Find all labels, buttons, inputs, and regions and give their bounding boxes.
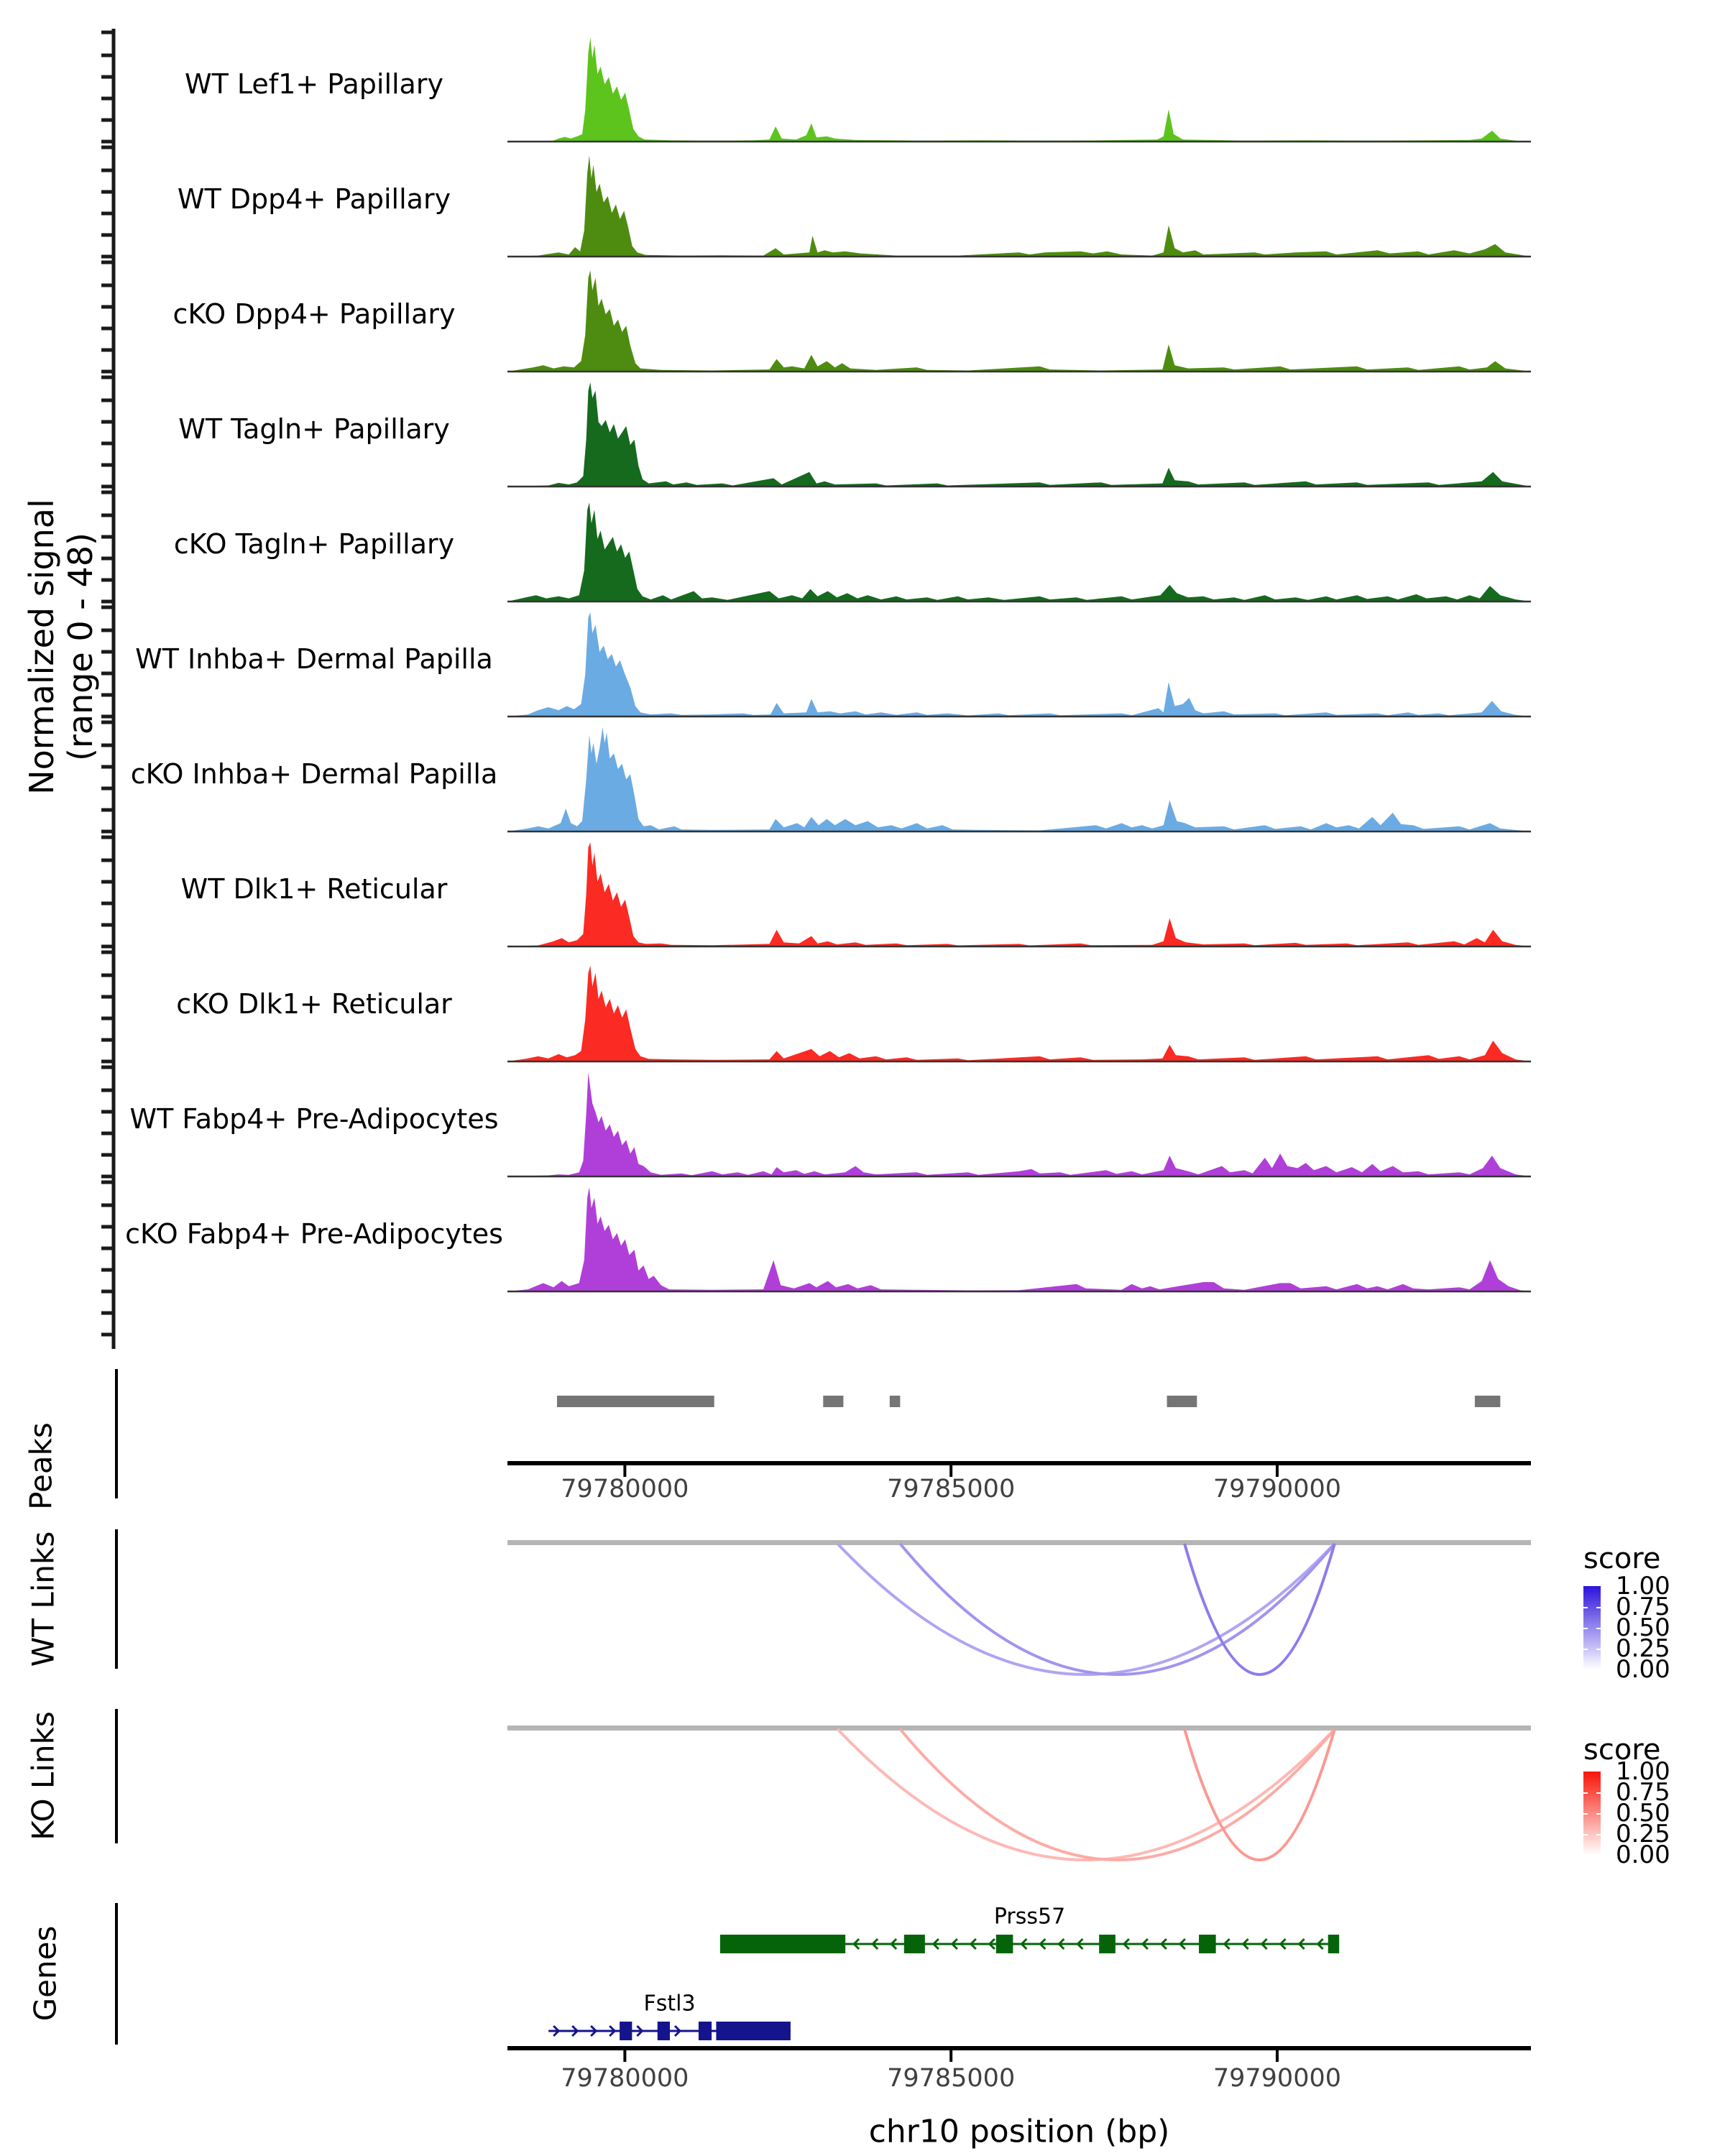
score-legend-label: 0.75 (1616, 1778, 1670, 1807)
gene-exon-Fstl3 (620, 2022, 632, 2040)
x-axis-tick-label: 79785000 (887, 1475, 1016, 1503)
track-label-5: WT Inhba+ Dermal Papilla (135, 643, 493, 675)
ko-links-panel-label: KO Links (25, 1711, 61, 1841)
legend-break-tick (1596, 1813, 1601, 1815)
score-legend-label: 1.00 (1616, 1757, 1670, 1786)
gene-exon-Prss57 (720, 1935, 845, 1953)
signal-area-4 (507, 502, 1531, 602)
signal-area-7 (507, 842, 1531, 946)
x-axis-tick-label: 79780000 (561, 2064, 689, 2093)
links-top-line (507, 1726, 1531, 1731)
legend-break-tick (1583, 1792, 1588, 1794)
track-label-1: WT Dpp4+ Papillary (177, 183, 451, 215)
x-axis-line (507, 2046, 1531, 2050)
track-label-6: cKO Inhba+ Dermal Papilla (130, 758, 498, 790)
score-legend-label: 0.50 (1616, 1613, 1670, 1642)
signal-area-10 (507, 1187, 1531, 1291)
track-label-8: cKO Dlk1+ Reticular (176, 988, 452, 1020)
legend-break-tick (1596, 1792, 1601, 1794)
signal-area-9 (507, 1072, 1531, 1176)
track-label-2: cKO Dpp4+ Papillary (172, 298, 456, 330)
gene-exon-Prss57 (1328, 1935, 1339, 1953)
score-legend-label: 0.75 (1616, 1593, 1670, 1621)
gene-exon-Fstl3 (658, 2022, 670, 2040)
legend-break-tick (1596, 1607, 1601, 1608)
score-legend-label: 0.25 (1616, 1820, 1670, 1848)
legend-break-tick (1596, 1834, 1601, 1835)
x-axis-tick-label: 79790000 (1213, 2064, 1342, 2093)
track-label-9: WT Fabp4+ Pre-Adipocytes (129, 1103, 499, 1135)
peaks-panel-label: Peaks (23, 1422, 59, 1510)
gene-exon-Fstl3 (716, 2022, 790, 2040)
score-legend-label: 0.00 (1616, 1655, 1670, 1684)
gene-exon-Fstl3 (699, 2022, 712, 2040)
gene-name-Prss57: Prss57 (993, 1904, 1066, 1930)
score-legend-label: 0.50 (1616, 1799, 1670, 1828)
y-axis-title-line2: (range 0 - 48) (61, 533, 100, 761)
signal-area-1 (507, 155, 1531, 257)
link-arc-0-0 (837, 1544, 1335, 1674)
peak-interval (890, 1396, 901, 1407)
legend-break-tick (1583, 1834, 1588, 1835)
gene-exon-Prss57 (904, 1935, 925, 1953)
score-legend-label: 0.00 (1616, 1841, 1670, 1869)
wt-links-legend-title: score (1583, 1542, 1661, 1575)
score-legend-label: 0.25 (1616, 1634, 1670, 1663)
peak-interval (1475, 1396, 1500, 1407)
link-arc-0-1 (900, 1544, 1334, 1674)
x-axis-title: chr10 position (bp) (868, 2113, 1170, 2150)
track-label-10: cKO Fabp4+ Pre-Adipocytes (125, 1218, 503, 1250)
legend-break-tick (1596, 1649, 1601, 1650)
legend-break-tick (1583, 1628, 1588, 1629)
gene-exon-Prss57 (1099, 1935, 1116, 1953)
peak-interval (823, 1396, 843, 1407)
signal-area-5 (507, 612, 1531, 717)
signal-area-0 (507, 37, 1531, 142)
legend-break-tick (1583, 1813, 1588, 1815)
signal-area-3 (507, 382, 1531, 487)
legend-break-tick (1583, 1607, 1588, 1608)
signal-area-2 (507, 270, 1531, 372)
x-axis-line (507, 1461, 1531, 1465)
x-axis-tick-label: 79780000 (561, 1475, 689, 1503)
wt-links-panel-label: WT Links (25, 1531, 61, 1667)
signal-area-8 (507, 966, 1531, 1061)
score-legend-label: 1.00 (1616, 1572, 1670, 1600)
track-label-3: WT Tagln+ Papillary (178, 413, 450, 445)
y-axis-title-line1: Normalized signal (22, 499, 61, 795)
link-arc-1-0 (837, 1729, 1335, 1860)
links-top-line (507, 1540, 1531, 1545)
legend-break-tick (1596, 1628, 1601, 1629)
x-axis-tick-label: 79790000 (1213, 1475, 1342, 1503)
signal-area-6 (507, 727, 1531, 831)
legend-break-tick (1583, 1649, 1588, 1650)
link-arc-1-1 (900, 1729, 1334, 1860)
x-axis-tick-label: 79785000 (887, 2064, 1016, 2093)
gene-name-Fstl3: Fstl3 (643, 1991, 696, 2017)
gene-exon-Prss57 (1199, 1935, 1216, 1953)
genes-panel-label: Genes (27, 1925, 63, 2022)
ko-links-legend-title: score (1583, 1733, 1661, 1766)
track-label-7: WT Dlk1+ Reticular (180, 873, 448, 905)
track-label-4: cKO Tagln+ Papillary (173, 528, 455, 560)
peak-interval (557, 1396, 714, 1407)
track-label-0: WT Lef1+ Papillary (185, 68, 443, 100)
y-axis-title (22, 499, 100, 795)
peak-interval (1167, 1396, 1197, 1407)
gene-exon-Prss57 (996, 1935, 1013, 1953)
